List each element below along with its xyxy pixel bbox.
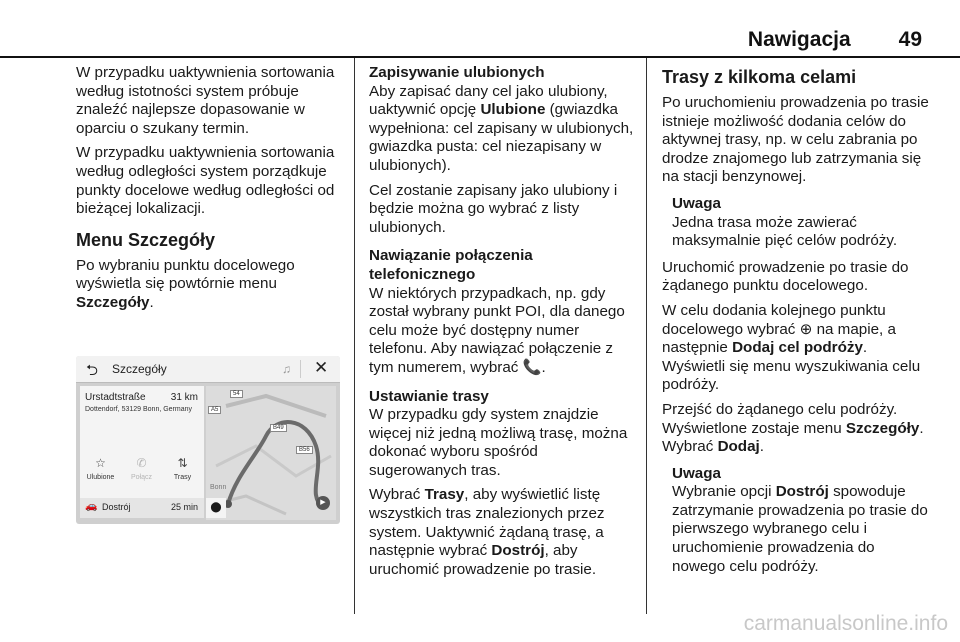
column-2 <box>369 64 635 585</box>
go-button: 🚗 Dostrój 25 min <box>80 498 204 518</box>
note-title: Uwaga <box>672 194 721 212</box>
header-rule <box>0 56 960 58</box>
close-icon: ✕ <box>314 358 329 377</box>
page-title: Nawigacja <box>747 28 851 51</box>
travel-time: 25 min <box>170 502 198 512</box>
paragraph: Cel zostanie zapisany jako ulubiony i będzie można go wybrać z listy ulubionych. <box>369 181 618 236</box>
subsection-title: Ustawianie trasy <box>369 387 489 405</box>
paragraph: W niektórych przypadkach, np. gdy został wybrany punkt POI, dla danego celu może być dostępny numer telefonu. Aby nawiązać połączenie z tym numerem, wybrać 📞. <box>369 284 625 376</box>
subsection-title: Zapisywanie ulubionych <box>369 64 545 81</box>
paragraph: Po wybraniu punktu docelowego wyświetla się powtórnie menu Szczegóły. <box>76 256 295 311</box>
page-header <box>748 28 922 52</box>
call-button: ✆ Połącz <box>121 456 162 481</box>
column-divider <box>354 58 355 614</box>
note-text: Wybranie opcji Dostrój spowoduje zatrzymanie prowadzenia po trasie do pierwszego wybranego celu i uruchomienie prowadzenia do nowego celu podróży. <box>672 483 928 575</box>
details-screenshot <box>76 356 340 524</box>
divider <box>300 360 301 378</box>
paragraph: Wybrać Trasy, aby wyświetlić listę wszystkich tras znalezionych przez system. Uaktywnić żądaną trasę, a następnie wybrać Dostrój, aby uruchomić prowadzenie po trasie. <box>369 486 605 578</box>
paragraph: W celu dodania kolejnego punktu docelowego wybrać ⊕ na mapie, a następnie Dodaj cel podróży. Wyświetli się menu wyszukiwania celu podróży. <box>662 301 921 394</box>
paragraph: Aby zapisać dany cel jako ulubiony, uaktywnić opcję Ulubione (gwiazdka wypełniona: cel zapisany w ulubionych, gwiazdka pusta: cel niezapisany w ulubionych). <box>369 82 634 174</box>
phone-icon: ✆ <box>136 456 147 470</box>
note-text: Jedna trasa może zawierać maksymalnie pięć celów podróży. <box>672 213 898 250</box>
note-box <box>672 195 932 251</box>
routes-icon: ⇅ <box>177 456 188 470</box>
street-name: Urstadtstraße <box>85 392 146 403</box>
details-panel <box>80 386 204 518</box>
map-city-label: Bonn <box>210 484 227 491</box>
paragraph: Przejść do żądanego celu podróży. Wyświetlone zostaje menu Szczegóły. Wybrać Dodaj. <box>662 400 924 456</box>
column-1 <box>76 64 344 319</box>
paragraph: W przypadku uaktywnienia sortowania według odległości system porządkuje punkty docelowe według odległości od bieżącej lokalizacji. <box>76 144 335 218</box>
address: Dottendorf, 53129 Bonn, Germany <box>85 406 193 413</box>
favorites-button: ☆ Ulubione <box>80 456 121 481</box>
car-icon: 🚗 <box>85 501 98 512</box>
phone-icon: 📞 <box>522 358 542 376</box>
road-badge: B56 <box>296 446 313 454</box>
note-title: Uwaga <box>672 464 721 482</box>
paragraph: Uruchomić prowadzenie po trasie do żądanego punktu docelowego. <box>662 258 909 295</box>
column-3 <box>662 64 932 584</box>
paragraph: Po uruchomieniu prowadzenia po trasie istnieje możliwość dodania celów do aktywnej trasy, np. w celu zabrania po drodze znajomego lub zatrzymania się na stacji benzynowej. <box>662 94 929 186</box>
routes-button: ⇅ Trasy <box>162 456 203 481</box>
play-icon: ▶ <box>316 496 330 510</box>
section-title: Menu Szczegóły <box>76 229 216 250</box>
paragraph: W przypadku gdy system znajdzie więcej niż jedną możliwą trasę, można dokonać wyboru spośród sugerowanych tras. <box>369 406 628 479</box>
star-icon: ☆ <box>95 456 106 470</box>
note-box <box>672 465 932 577</box>
watermark: carmanualsonline.info <box>743 612 948 635</box>
section-title: Trasy z kilkoma celami <box>662 67 857 87</box>
page-number: 49 <box>898 28 922 51</box>
crosshair-icon: ⊕ <box>799 320 813 338</box>
music-icon: ♫ <box>282 362 291 376</box>
road-badge: A5 <box>208 406 221 414</box>
pin-icon: ⬤ <box>206 498 226 518</box>
subsection-title: Nawiązanie połączenia telefonicznego <box>369 247 533 283</box>
distance: 31 km <box>170 392 198 403</box>
road-badge: 54 <box>230 390 243 398</box>
paragraph: W przypadku uaktywnienia sortowania według istotności system próbuje znaleźć najlepsze dopasowanie w oparciu o szukany termin. <box>76 64 335 137</box>
back-icon: ⮌ <box>86 362 99 379</box>
action-row <box>80 456 204 496</box>
column-divider <box>646 58 647 614</box>
road-badge: B49 <box>270 424 287 432</box>
screen-topbar <box>76 356 340 383</box>
screen-title: Szczegóły <box>112 362 167 376</box>
